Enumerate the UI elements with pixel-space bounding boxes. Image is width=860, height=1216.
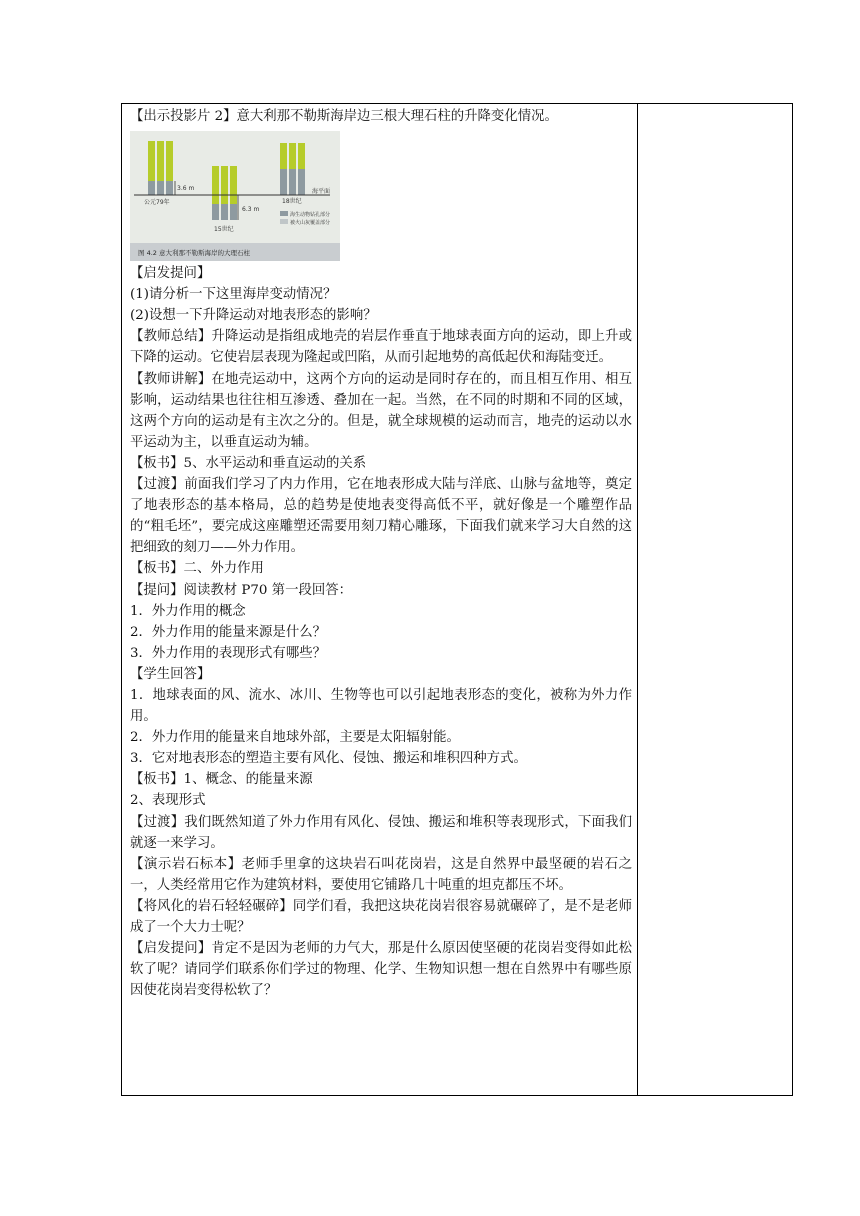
legend-label-1: 海生动物钻孔部分 [290,212,331,219]
left-cell [130,106,632,1001]
text-line: 【学生回答】 [130,666,211,682]
18c-label: 18世纪 [282,198,302,206]
text-line: (2)设想一下升降运动对地表形态的影响？ [130,308,377,324]
text-line: 【将风化的岩石轻轻碾碎】同学们看，我把这块花岗岩很容易就碾碎了，是不是老师成了一个大力士呢？ [130,898,632,935]
marble-columns-figure [130,131,340,261]
year-label: 公元79年 [144,199,170,207]
15c-label: 15世纪 [214,226,234,234]
text-line: (1)请分析一下这里海岸变动情况？ [130,287,337,303]
text-line: 【板书】5、水平运动和垂直运动的关系 [130,455,367,471]
column-group-79ad [148,141,173,195]
text-line: 1．地球表面的风、流水、冰川、生物等也可以引起地表形态的变化，被称为外力作用。 [130,687,632,725]
right-cell [638,104,792,1095]
text-line: 2．外力作用的能量来源是什么？ [130,624,326,640]
text-line: 1．外力作用的概念 [130,603,246,619]
height-label: 3.6 m [177,185,195,193]
text-line: 【教师总结】升降运动是指组成地壳的岩层作垂直于地球表面方向的运动，即上升或下降的运动。它使岩层表现为隆起或凹陷，从而引起地势的高低起伏和海陆变迁。 [130,329,632,366]
text-line: 【启发提问】 [130,266,211,282]
legend-swatch-1 [280,211,288,216]
text-line: 【提问】阅读教材 P70 第一段回答： [130,582,353,598]
text-line: 3．外力作用的表现形式有哪些？ [130,645,326,661]
column-group-18c [280,143,305,195]
text-line: 【过渡】我们既然知道了外力作用有风化、侵蚀、搬运和堆积等表现形式，下面我们就逐一来学习。 [130,814,632,851]
legend-swatch-2 [280,219,288,224]
depth-label: 6.3 m [242,206,260,214]
figure-caption: 图 4.2 意大利那不勒斯海岸的大理石柱 [138,249,250,258]
text-line: 2、表现形式 [130,793,206,809]
text-line: 【教师讲解】在地壳运动中，这两个方向的运动是同时存在的，而且相互作用、相互影响，运动结果也往往相互渗透、叠加在一起。当然，在不同的时期和不同的区域，这两个方向的运动是有主次之分的。但是，就全球规模的运动而言，地壳的运动以水平运动为主，以垂直运动为辅。 [130,371,632,450]
lesson-table [121,103,793,1096]
sea-level-label: 海平面 [312,188,331,196]
column-group-15c [212,166,237,220]
text-line: 【板书】二、外力作用 [130,561,264,577]
text-line: 【出示投影片 2】意大利那不勒斯海岸边三根大理石柱的升降变化情况。 [130,109,558,124]
text-line: 【板书】1、概念、的能量来源 [130,772,313,788]
text-line: 【过渡】前面我们学习了内力作用，它在地表形成大陆与洋底、山脉与盆地等，奠定了地表形态的基本格局，总的趋势是使地表变得高低不平，就好像是一个雕塑作品的“粗毛坯”，要完成这座雕塑还需要用刻刀精心雕琢，下面我们就来学习大自然的这把细致的刻刀——外力作用。 [130,477,632,556]
text-line: 【演示岩石标本】老师手里拿的这块岩石叫花岗岩，这是自然界中最坚硬的岩石之一，人类经常用它作为建筑材料，要使用它铺路几十吨重的坦克都压不坏。 [130,856,632,893]
legend-label-2: 被火山灰覆盖部分 [290,220,331,227]
text-line: 2．外力作用的能量来自地球外部，主要是太阳辐射能。 [130,730,460,746]
text-line: 3．它对地表形态的塑造主要有风化、侵蚀、搬运和堆积四种方式。 [130,751,527,767]
figure-svg [130,131,340,261]
text-line: 【启发提问】肯定不是因为老师的力气大，那是什么原因使坚硬的花岗岩变得如此松软了呢？请同学们联系你们学过的物理、化学、生物知识想一想在自然界中有哪些原因使花岗岩变得松软了？ [130,941,632,999]
